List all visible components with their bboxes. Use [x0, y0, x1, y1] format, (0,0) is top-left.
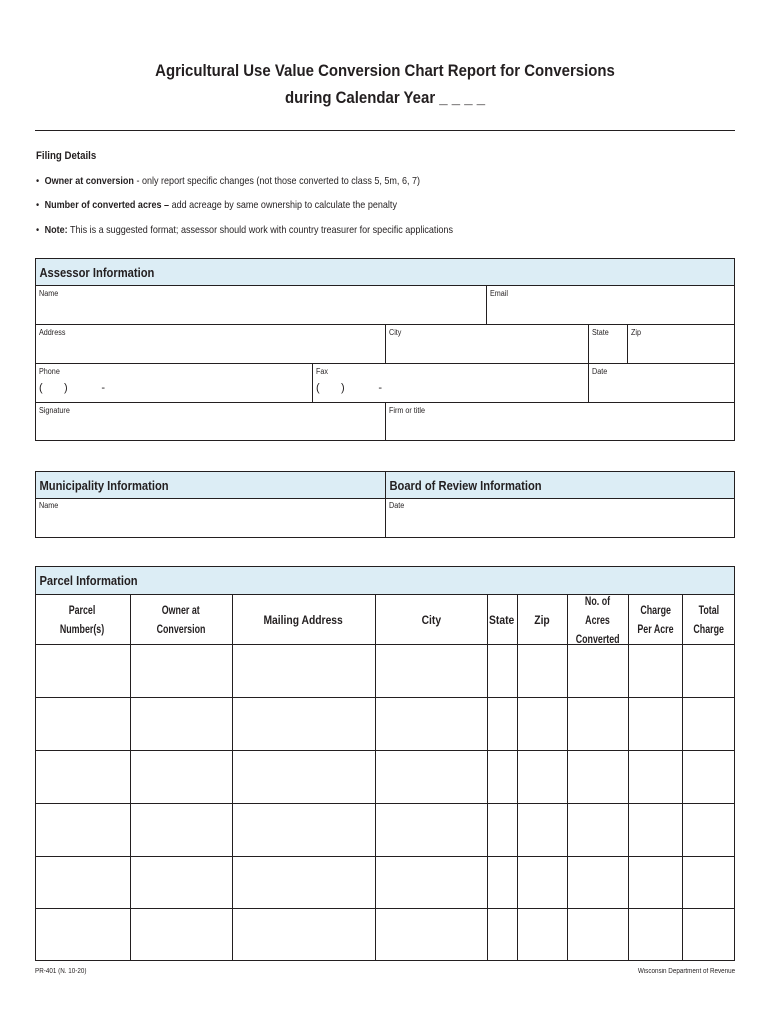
col-header-line: City [421, 612, 441, 627]
filing-bullet-owner: • Owner at conversion - only report specific changes (not those converted to class 5, 5m, 6, 7) [36, 175, 421, 187]
bullet-text: This is a suggested format; assessor should work with country treasurer for specific applications [67, 224, 453, 236]
assessor-city-field[interactable]: City [389, 328, 402, 337]
divider [487, 594, 488, 961]
divider [35, 750, 735, 751]
divider [628, 594, 629, 961]
municipality-heading: Municipality Information [39, 478, 169, 493]
bullet-text: - only report specific changes (not those converted to class 5, 5m, 6, 7) [133, 175, 421, 187]
col-header-city [375, 600, 487, 640]
divider [627, 324, 628, 363]
assessor-section-header [35, 258, 735, 286]
assessor-heading: Assessor Information [39, 265, 155, 280]
col-header-acres [567, 593, 628, 646]
col-header-line: Conversion [156, 622, 206, 636]
fax-format: ( ) - [316, 382, 382, 394]
divider [385, 324, 386, 363]
col-header-line: Mailing Address [263, 612, 344, 627]
divider [35, 856, 735, 857]
col-header-state [487, 600, 517, 640]
assessor-name-field[interactable]: Name [39, 289, 59, 298]
phone-format: ( ) - [39, 382, 105, 394]
col-header-line: No. of Acres [584, 593, 611, 627]
filing-bullet-acres: • Number of converted acres – add acreage by same ownership to calculate the penalty [36, 199, 397, 211]
municipality-section-header [35, 471, 386, 499]
assessor-zip-field[interactable]: Zip [631, 328, 642, 337]
divider [375, 594, 376, 961]
divider [35, 803, 735, 804]
divider [385, 498, 386, 538]
col-header-charge-per-acre [628, 600, 682, 640]
col-header-line: Charge [693, 622, 724, 636]
divider [35, 363, 735, 364]
bullet-bold-label: Owner at conversion [44, 175, 134, 187]
divider [682, 594, 683, 961]
board-heading: Board of Review Information [389, 478, 542, 493]
parcel-heading: Parcel Information [39, 573, 138, 588]
divider [130, 594, 131, 961]
divider [588, 324, 589, 402]
title-divider [35, 130, 735, 131]
col-header-owner [130, 600, 232, 640]
col-header-line: Parcel [69, 603, 96, 617]
assessor-email-field[interactable]: Email [490, 289, 509, 298]
board-date-field[interactable]: Date [389, 501, 405, 510]
form-title-line2: during Calendar Year _ _ _ _ [284, 88, 486, 107]
filing-bullet-note: • Note: This is a suggested format; assessor should work with country treasurer for specific applications [36, 224, 453, 236]
bullet-bold-label: Note: [44, 224, 68, 236]
parcel-section-header [35, 566, 735, 595]
assessor-address-field[interactable]: Address [39, 328, 66, 337]
col-header-line: Zip [534, 612, 550, 627]
divider [385, 402, 386, 441]
divider [232, 594, 233, 961]
assessor-firm-field[interactable]: Firm or title [389, 406, 425, 415]
form-title-line1: Agricultural Use Value Conversion Chart Report for Conversions [155, 61, 615, 80]
divider [35, 644, 735, 645]
form-number: PR-401 (N. 10-20) [35, 968, 87, 975]
divider [312, 363, 313, 402]
assessor-fax-field[interactable]: Fax [316, 367, 329, 376]
bullet-bold-label: Number of converted acres – [44, 199, 170, 211]
department-name: Wisconsin Department of Revenue [637, 968, 735, 975]
parcel-table [35, 594, 735, 961]
col-header-line: State [489, 612, 515, 627]
divider [35, 908, 735, 909]
col-header-line: Number(s) [60, 622, 105, 636]
col-header-parcel-number [35, 600, 130, 640]
divider [35, 697, 735, 698]
col-header-line: Charge [639, 603, 671, 617]
col-header-line: Owner at [161, 603, 200, 617]
divider [486, 285, 487, 324]
municipality-name-field[interactable]: Name [39, 501, 59, 510]
col-header-zip [517, 600, 567, 640]
assessor-date-field[interactable]: Date [592, 367, 608, 376]
divider [567, 594, 568, 961]
col-header-total-charge [682, 600, 735, 640]
assessor-phone-field[interactable]: Phone [39, 367, 60, 376]
filing-details-heading: Filing Details [36, 150, 97, 162]
assessor-signature-field[interactable]: Signature [39, 406, 70, 415]
bullet-text: add acreage by same ownership to calculate the penalty [169, 199, 397, 211]
col-header-line: Total [698, 603, 719, 617]
col-header-line: Per Acre [636, 622, 674, 636]
divider [517, 594, 518, 961]
board-section-header [385, 471, 735, 499]
assessor-state-field[interactable]: State [592, 328, 609, 337]
col-header-line: Converted [575, 631, 620, 646]
col-header-mailing-address [232, 600, 375, 640]
